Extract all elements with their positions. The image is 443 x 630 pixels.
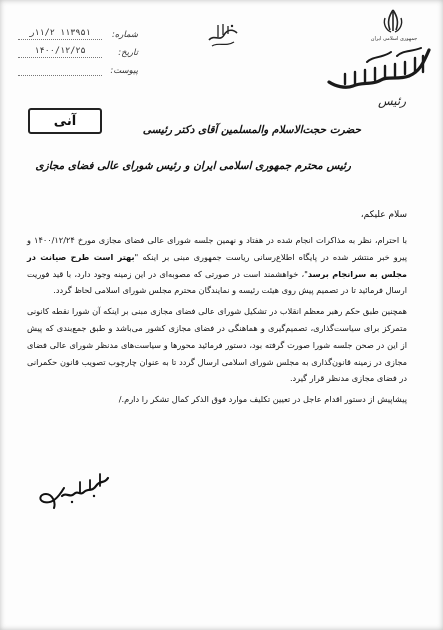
parliament-logotype [325, 42, 435, 92]
emblem-caption: جمهوری اسلامی ایران [370, 36, 418, 42]
salutation: سلام علیکم، [360, 210, 407, 220]
date-value: ۱۴۰۰/۱۲/۲۵ [18, 46, 102, 58]
priority-stamp: آنی [28, 108, 102, 134]
paragraph-1-end: "، خواهشمند است در صورتی که مصوبه‌ای در این زمینه وجود دارد، با قید فوریت ارسال فرمائید تا در تصمیم پیش روی هیئت رئیسه و نمایندگان محترم مجلس شورای اسلامی لحاظ گردد. [27, 268, 407, 296]
handwritten-signature [34, 468, 114, 516]
attachment-label: پیوست: [110, 66, 138, 76]
emblem-icon [382, 8, 404, 34]
bismillah-calligraphy-icon [206, 20, 240, 50]
date-row [18, 40, 138, 58]
paragraph-1 [27, 232, 407, 299]
paragraph-3: پیشاپیش از دستور اقدام عاجل در تعیین تکلیف موارد فوق الذکر کمال تشکر را دارم./ [118, 394, 407, 405]
number-label: شماره: [111, 30, 138, 40]
office-title: رئیس [377, 94, 407, 108]
addressee-line-2: رئیس محترم جمهوری اسلامی ایران و رئیس شورای عالی فضای مجازی [35, 160, 351, 172]
paragraph-1-start: با احترام، نظر به مذاکرات انجام شده در هفتاد و نهمین جلسه شورای عالی فضای مجازی مورخ ۱۴۰۰/۱۲/۲۴ و پیرو خبر منتشر شده در پایگاه اطلاع‌رسانی ریاست جمهوری مبنی بر اینکه " [27, 235, 407, 262]
letter-meta [18, 22, 138, 76]
paragraph-1-emphasis: بهتر است طرح صیانت در مجلس به سرانجام برسد [27, 251, 407, 279]
attachment-row [18, 58, 138, 76]
number-value: ۱۱۳۹۵۱ ١١/٢ر [18, 28, 102, 40]
number-row [18, 22, 138, 40]
attachment-value [18, 74, 102, 76]
date-label: تاریخ: [118, 48, 138, 58]
paragraph-2: همچنین طبق حکم رهبر معظم انقلاب در تشکیل شورای عالی فضای مجازی مبنی بر اینکه آن شورا نقطه کانونی متمرکز برای سیاست‌گذاری، تصمیم‌گیری و هماهنگی در فضای مجازی کشور می‌باشد و طبق جمع‌بندی که پیش از این در صحن جلسه شورا صورت گرفته بود، دستور فرمائید محورها و سیاست‌های مدنظر شورای عالی فضای مجازی در زمینه قانون‌گذاری به مجلس شورای اسلامی ارسال گردد تا به عنوان چارچوب تصویب قانون حکمرانی در فضای مجازی مدنظر قرار گیرد. [27, 306, 407, 384]
addressee-line-1: حضرت حجت‌الاسلام والمسلمین آقای دکتر رئیسی [142, 124, 361, 136]
letter-body [27, 232, 407, 408]
